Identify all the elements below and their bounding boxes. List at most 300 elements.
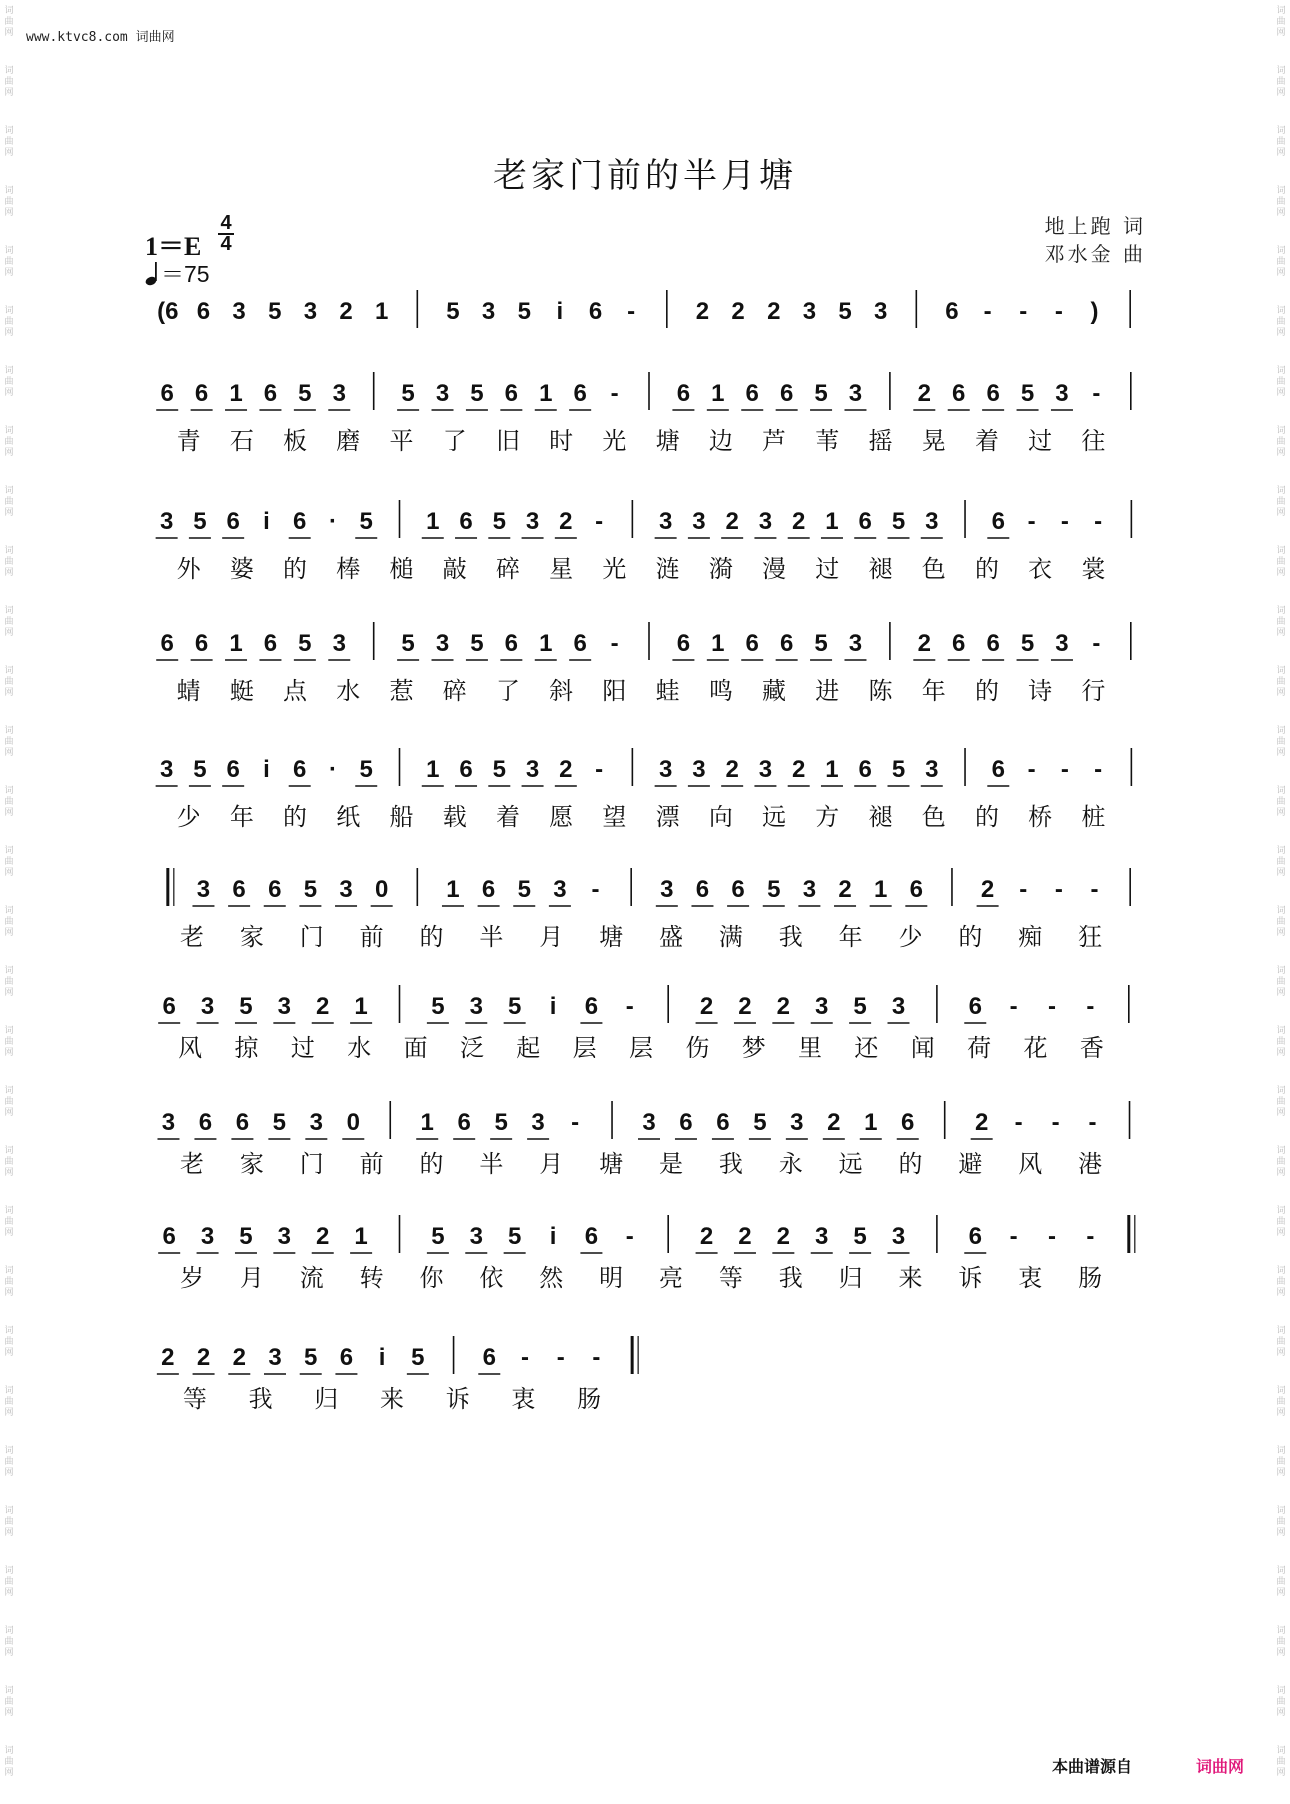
note-digit: 3 — [525, 508, 540, 535]
note-digit: 5 — [838, 298, 852, 325]
note-digit: 5 — [507, 993, 522, 1020]
lyric-char: 槌 — [389, 555, 414, 583]
sustain-dash: - — [1054, 298, 1063, 325]
note-digit: 3 — [658, 508, 673, 535]
note-digit: 1 — [825, 756, 839, 783]
note-digit: 2 — [339, 298, 353, 325]
note-digit: 2 — [974, 1109, 989, 1136]
note-digit: 5 — [298, 630, 312, 657]
note-digit: 3 — [435, 380, 450, 407]
sustain-dash: - — [595, 756, 604, 783]
lyric-char: 我 — [778, 923, 803, 951]
site-watermark: www.ktvc8.com 词曲网 — [26, 30, 175, 45]
side-watermark-text: 词 曲 网 — [4, 1026, 14, 1058]
lyric-char: 永 — [778, 1150, 803, 1178]
note-digit: 5 — [767, 876, 781, 903]
note-digit: 5 — [401, 380, 415, 407]
lyric-char: 陈 — [868, 677, 893, 705]
side-watermark-text: 词 曲 网 — [1276, 966, 1286, 998]
note-digit: 6 — [194, 380, 209, 407]
side-watermark-text: 词 曲 网 — [4, 1566, 14, 1598]
note-digit: 5 — [891, 756, 906, 783]
side-watermark-text: 词 曲 网 — [1276, 606, 1286, 638]
lyric-char: 星 — [549, 555, 574, 583]
sustain-dash: - — [1009, 993, 1018, 1020]
note-digit: 2 — [695, 298, 710, 325]
note-digit: 6 — [459, 756, 473, 783]
note-digit: 2 — [559, 756, 573, 783]
note-digit: 2 — [980, 876, 995, 903]
side-watermark-text: 词 曲 网 — [4, 1446, 14, 1478]
note-digit: 6 — [991, 508, 1005, 535]
sustain-dash: - — [1009, 1223, 1018, 1250]
note-digit: 3 — [891, 1223, 906, 1250]
note-digit: 5 — [239, 993, 253, 1020]
lyric-char: 明 — [599, 1264, 624, 1292]
note-digit: 3 — [159, 508, 174, 535]
sustain-dash: - — [1086, 1223, 1095, 1250]
lyric-char: 荷 — [967, 1034, 992, 1062]
time-denominator: 4 — [220, 233, 232, 255]
lyric-char: 涟 — [655, 555, 680, 583]
note-digit: 3 — [873, 298, 888, 325]
note-digit: 6 — [194, 630, 209, 657]
lyric-char: 风 — [1018, 1150, 1043, 1178]
side-watermark-text: 词 曲 网 — [4, 1506, 14, 1538]
note-digit: 1 — [711, 630, 725, 657]
lyric-char: 望 — [602, 803, 627, 831]
lyric-char: 漪 — [708, 555, 733, 583]
note-digit: 3 — [332, 380, 346, 407]
note-digit: 5 — [272, 1109, 287, 1136]
lyric-char: 芦 — [762, 427, 787, 455]
note-digit: 1 — [229, 380, 243, 407]
lyric-char: 漫 — [762, 555, 787, 583]
lyric-char: 亮 — [658, 1264, 683, 1292]
note-digit: 5 — [431, 993, 445, 1020]
note-digit: 3 — [553, 876, 567, 903]
lyric-char: 少 — [176, 803, 201, 831]
side-watermark-text: 词 曲 网 — [4, 1326, 14, 1358]
note-digit: 2 — [738, 993, 752, 1020]
side-watermark-text: 词 曲 网 — [1276, 1146, 1286, 1178]
note-digit: 6 — [573, 380, 587, 407]
note-digit: 5 — [303, 876, 318, 903]
note-digit: 3 — [159, 756, 174, 783]
side-watermark-text: 词 曲 网 — [4, 1086, 14, 1118]
sustain-dash: - — [625, 993, 634, 1020]
note-digit: 6 — [986, 630, 1000, 657]
note-digit: 6 — [584, 993, 599, 1020]
lyric-char: 的 — [974, 803, 999, 831]
lyric-char: 老 — [179, 1150, 204, 1178]
note-digit: 0 — [346, 1109, 360, 1136]
lyric-char: 载 — [442, 803, 467, 831]
lyric-char: 板 — [283, 427, 308, 455]
lyric-char: 闻 — [910, 1034, 935, 1062]
side-watermark-text: 词 曲 网 — [4, 426, 14, 458]
side-watermark-text: 词 曲 网 — [1276, 1506, 1286, 1538]
note-digit: 5 — [517, 298, 531, 325]
note-digit: 6 — [745, 630, 759, 657]
lyric-char: 旧 — [495, 427, 520, 455]
lyric-char: 衷 — [1018, 1264, 1043, 1292]
note-digit: 6 — [945, 298, 959, 325]
note-digit: 1 — [446, 876, 460, 903]
lyric-char: 香 — [1079, 1034, 1104, 1062]
lyric-char: 了 — [495, 677, 520, 705]
side-watermark-text: 词 曲 网 — [4, 1746, 14, 1778]
note-digit: 2 — [725, 508, 739, 535]
note-digit: 3 — [469, 993, 483, 1020]
side-watermark-text: 词 曲 网 — [1276, 6, 1286, 38]
lyric-char: 水 — [347, 1034, 372, 1062]
note-digit: 6 — [968, 1223, 982, 1250]
sustain-dash: - — [1027, 756, 1036, 783]
side-watermark-text: 词 曲 网 — [4, 366, 14, 398]
side-watermark-text: 词 曲 网 — [4, 1206, 14, 1238]
side-watermark-text: 词 曲 网 — [4, 1146, 14, 1178]
side-watermark-text: 词 曲 网 — [1276, 1446, 1286, 1478]
note-digit: 6 — [293, 508, 307, 535]
note-digit: 2 — [792, 756, 806, 783]
note-digit: 6 — [584, 1223, 599, 1250]
side-watermark-text: 词 曲 网 — [1276, 66, 1286, 98]
lyric-char: 等 — [182, 1385, 207, 1413]
note-digit: 5 — [193, 756, 207, 783]
side-watermark-text: 词 曲 网 — [1276, 1026, 1286, 1058]
note-digit: 3 — [758, 508, 773, 535]
side-watermark-text: 词 曲 网 — [4, 1686, 14, 1718]
side-watermark-text: 词 曲 网 — [4, 966, 14, 998]
note-digit: 6 — [676, 380, 691, 407]
note-digit: · — [328, 756, 337, 783]
lyric-char: 然 — [539, 1264, 564, 1292]
note-digit: 6 — [198, 1109, 213, 1136]
note-digit: 2 — [767, 298, 781, 325]
note-digit: 5 — [268, 298, 282, 325]
lyric-char: 我 — [718, 1150, 743, 1178]
tempo-value: ＝75 — [161, 261, 210, 287]
side-watermark-text: 词 曲 网 — [4, 306, 14, 338]
note-digit: 5 — [304, 1344, 318, 1371]
note-digit: 5 — [470, 630, 484, 657]
note-digit: 3 — [802, 876, 817, 903]
side-watermark-text: 词 曲 网 — [1276, 486, 1286, 518]
lyric-char: 进 — [815, 677, 840, 705]
lyric-char: 向 — [708, 803, 733, 831]
lyric-char: 肠 — [1078, 1264, 1103, 1292]
lyric-char: 归 — [314, 1385, 339, 1413]
lyric-char: 桩 — [1081, 803, 1106, 831]
lyric-char: 方 — [815, 803, 840, 831]
note-digit: 2 — [725, 756, 739, 783]
note-digit: 5 — [1020, 380, 1035, 407]
lyric-char: 家 — [239, 1150, 264, 1178]
lyric-char: 少 — [898, 923, 923, 951]
sustain-dash: - — [983, 298, 992, 325]
lyric-char: 碎 — [495, 555, 520, 583]
lyric-char: 褪 — [868, 555, 893, 583]
note-digit: 1 — [873, 876, 888, 903]
note-digit: 2 — [232, 1344, 246, 1371]
lyric-char: 边 — [708, 427, 733, 455]
note-digit: 5 — [470, 380, 484, 407]
note-digit: 6 — [162, 1223, 176, 1250]
note-digit: 2 — [316, 1223, 330, 1250]
lyric-char: 漂 — [655, 803, 680, 831]
side-watermark-text: 词 曲 网 — [1276, 726, 1286, 758]
side-watermark-text: 词 曲 网 — [4, 246, 14, 278]
side-watermark-text: 词 曲 网 — [4, 6, 14, 38]
lyric-char: 水 — [336, 677, 361, 705]
lyric-char: 盛 — [658, 923, 683, 951]
lyric-char: 外 — [176, 555, 201, 583]
note-digit: 2 — [776, 1223, 791, 1250]
note-digit: 3 — [277, 1223, 292, 1250]
lyric-char: 平 — [389, 427, 414, 455]
note-digit: 6 — [482, 1344, 496, 1371]
side-watermark-text: 词 曲 网 — [1276, 1626, 1286, 1658]
note-digit: 3 — [758, 756, 773, 783]
lyric-char: 的 — [283, 555, 308, 583]
note-digit: 5 — [853, 993, 867, 1020]
note-digit: i — [263, 756, 270, 783]
side-watermark-text: 词 曲 网 — [1276, 1206, 1286, 1238]
lyric-char: 等 — [718, 1264, 743, 1292]
note-digit: i — [549, 1223, 557, 1250]
lyric-char: 前 — [359, 923, 384, 951]
note-digit: 3 — [303, 298, 318, 325]
lyric-char: 的 — [898, 1150, 923, 1178]
side-watermark-text: 词 曲 网 — [1276, 1266, 1286, 1298]
note-digit: 2 — [699, 1223, 714, 1250]
lyric-char: 花 — [1023, 1034, 1048, 1062]
side-watermark-text: 词 曲 网 — [1276, 846, 1286, 878]
note-digit: 5 — [359, 508, 373, 535]
note-digit: 6 — [716, 1109, 730, 1136]
note-digit: 3 — [660, 876, 674, 903]
note-digit: 6 — [952, 630, 966, 657]
side-watermark-text: 词 曲 网 — [4, 726, 14, 758]
lyric-char: 行 — [1081, 677, 1106, 705]
note-digit: 5 — [193, 508, 207, 535]
note-digit: 1 — [539, 630, 553, 657]
sustain-dash: - — [1086, 993, 1095, 1020]
sustain-dash: - — [625, 1223, 634, 1250]
note-digit: 6 — [588, 298, 603, 325]
note-digit: 3 — [692, 508, 706, 535]
lyric-char: 梦 — [741, 1034, 766, 1062]
lyric-char: 前 — [359, 1150, 384, 1178]
source-label: 本曲谱源自 — [1052, 1757, 1133, 1776]
side-watermark-text: 词 曲 网 — [4, 786, 14, 818]
sustain-dash: - — [610, 380, 619, 407]
lyric-char: 年 — [229, 803, 254, 831]
note-digit: 6 — [952, 380, 966, 407]
composer-credit: 邓水金 曲 — [1044, 242, 1146, 266]
sustain-dash: - — [1014, 1109, 1023, 1136]
lyric-char: 半 — [479, 923, 504, 951]
lyric-char: 我 — [778, 1264, 803, 1292]
lyric-char: 蛙 — [655, 677, 680, 705]
note-digit: 2 — [699, 993, 714, 1020]
lyric-char: 苇 — [815, 427, 840, 455]
note-digit: 6 — [339, 1344, 354, 1371]
lyric-char: 着 — [974, 427, 999, 455]
note-digit: 3 — [658, 756, 673, 783]
lyric-char: 鸣 — [708, 677, 733, 705]
lyric-char: 斜 — [549, 677, 574, 705]
note-digit: 2 — [738, 1223, 752, 1250]
side-watermark-text: 词 曲 网 — [4, 126, 14, 158]
lyric-char: 岁 — [179, 1264, 204, 1292]
sustain-dash: - — [1060, 756, 1069, 783]
lyric-char: 惹 — [389, 677, 414, 705]
sustain-dash: - — [627, 298, 636, 325]
note-digit: 1 — [539, 380, 553, 407]
sustain-dash: - — [591, 876, 600, 903]
lyric-char: 老 — [179, 923, 204, 951]
note-digit: 3 — [339, 876, 353, 903]
note-digit: i — [378, 1344, 386, 1371]
sustain-dash: - — [1092, 380, 1101, 407]
note-digit: 6 — [504, 380, 519, 407]
sustain-dash: - — [1019, 298, 1028, 325]
note-digit: 2 — [838, 876, 852, 903]
lyric-char: 诗 — [1028, 677, 1053, 705]
side-watermark-text: 词 曲 网 — [1276, 1086, 1286, 1118]
note-digit: 5 — [891, 508, 906, 535]
side-watermark-text: 词 曲 网 — [4, 1266, 14, 1298]
lyric-char: 的 — [958, 923, 983, 951]
side-watermark-text: 词 曲 网 — [1276, 426, 1286, 458]
note-digit: 5 — [401, 630, 415, 657]
note-digit: 5 — [359, 756, 373, 783]
note-digit: 5 — [239, 1223, 253, 1250]
lyric-char: 塘 — [599, 923, 624, 951]
note-digit: 6 — [779, 630, 794, 657]
note-digit: 3 — [802, 298, 817, 325]
lyric-char: 棒 — [336, 555, 361, 583]
side-watermark-text: 词 曲 网 — [1276, 186, 1286, 218]
note-digit: 6 — [263, 630, 278, 657]
lyric-char: 层 — [629, 1034, 653, 1062]
note-digit: 3 — [790, 1109, 804, 1136]
side-watermark-text: 词 曲 网 — [4, 846, 14, 878]
side-watermark-text: 词 曲 网 — [4, 186, 14, 218]
note-digit: 6 — [504, 630, 519, 657]
side-watermark-text: 词 曲 网 — [1276, 1566, 1286, 1598]
lyric-char: 狂 — [1078, 923, 1103, 951]
side-watermark-text: 词 曲 网 — [1276, 666, 1286, 698]
note-digit: 5 — [753, 1109, 767, 1136]
note-digit: 1 — [354, 993, 368, 1020]
note-digit: 6 — [991, 756, 1005, 783]
note-digit: 2 — [792, 508, 806, 535]
lyric-char: 着 — [495, 803, 520, 831]
note-digit: 6 — [226, 508, 240, 535]
note-digit: 2 — [917, 380, 931, 407]
lyric-char: 转 — [359, 1264, 384, 1292]
sustain-dash: - — [521, 1344, 529, 1371]
note-digit: 3 — [848, 380, 863, 407]
time-numerator: 4 — [220, 212, 232, 234]
side-watermark-text: 词 曲 网 — [4, 486, 14, 518]
key-signature: 1＝E — [145, 232, 202, 261]
sustain-dash: - — [595, 508, 604, 535]
side-watermark-text: 词 曲 网 — [1276, 366, 1286, 398]
note-digit: 3 — [309, 1109, 324, 1136]
note-digit: 5 — [411, 1344, 425, 1371]
note-digit: 3 — [332, 630, 346, 657]
note-digit: 1 — [229, 630, 243, 657]
sustain-dash: - — [1094, 508, 1103, 535]
lyric-char: 流 — [299, 1264, 324, 1292]
note-digit: ) — [1090, 298, 1099, 325]
note-digit: 3 — [891, 993, 906, 1020]
note-digit: 6 — [459, 508, 473, 535]
note-digit: 3 — [848, 630, 863, 657]
lyric-char: 蜓 — [229, 677, 254, 705]
lyric-char: 点 — [283, 677, 308, 705]
lyric-char: 的 — [974, 677, 999, 705]
note-digit: (6 — [157, 298, 179, 325]
note-digit: 3 — [268, 1344, 282, 1371]
sustain-dash: - — [1088, 1109, 1097, 1136]
note-digit: i — [263, 508, 270, 535]
lyric-char: 敲 — [442, 555, 467, 583]
note-digit: 1 — [354, 1223, 368, 1250]
lyric-char: 的 — [283, 803, 308, 831]
sustain-dash: - — [1027, 508, 1036, 535]
note-digit: 0 — [374, 876, 389, 903]
note-digit: 5 — [517, 876, 531, 903]
note-digit: 2 — [827, 1109, 841, 1136]
note-digit: 3 — [277, 993, 292, 1020]
side-watermark-text: 词 曲 网 — [1276, 546, 1286, 578]
note-digit: 6 — [676, 630, 691, 657]
note-digit: 3 — [815, 1223, 829, 1250]
sustain-dash: - — [1019, 876, 1028, 903]
note-digit: 6 — [901, 1109, 915, 1136]
sustain-dash: - — [1060, 508, 1069, 535]
note-digit: 6 — [232, 876, 246, 903]
lyric-char: 避 — [958, 1150, 983, 1178]
lyric-char: 色 — [921, 803, 946, 831]
note-digit: 3 — [200, 993, 215, 1020]
note-digit: 3 — [531, 1109, 545, 1136]
note-digit: 1 — [420, 1109, 434, 1136]
lyric-char: 褪 — [868, 803, 893, 831]
lyric-char: 船 — [389, 803, 414, 831]
lyric-char: 层 — [572, 1034, 597, 1062]
note-digit: 6 — [226, 756, 240, 783]
side-watermark-text: 词 曲 网 — [1276, 126, 1286, 158]
note-digit: 1 — [825, 508, 839, 535]
note-digit: i — [556, 298, 564, 325]
source-site-link[interactable]: 词曲网 — [1196, 1757, 1245, 1776]
lyricist-credit: 地上跑 词 — [1044, 214, 1146, 238]
lyric-char: 塘 — [655, 427, 680, 455]
lyric-char: 塘 — [599, 1150, 624, 1178]
lyric-char: 裳 — [1081, 555, 1106, 583]
lyric-char: 了 — [442, 427, 467, 455]
lyric-char: 起 — [516, 1034, 541, 1062]
note-digit: 3 — [525, 756, 540, 783]
note-digit: 3 — [200, 1223, 215, 1250]
note-digit: 6 — [160, 630, 174, 657]
